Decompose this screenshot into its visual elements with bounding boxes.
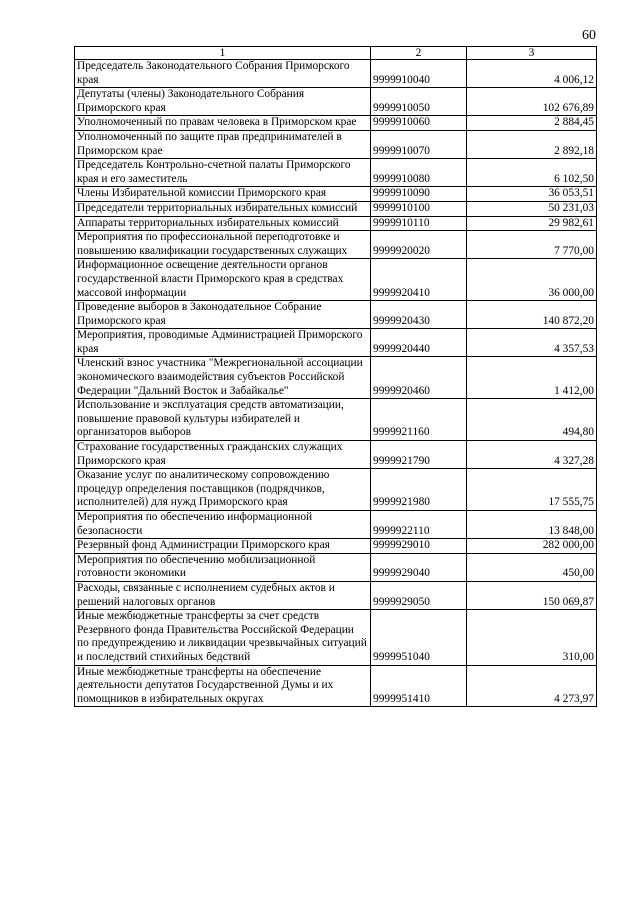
row-code-cell: 9999910100 [371,201,467,216]
row-name-cell: Председатели территориальных избирательных комиссий [75,201,371,216]
row-name-cell: Мероприятия по профессиональной переподготовке и повышению квалификации государственных служащих [75,231,371,259]
row-code-cell: 9999910070 [371,130,467,158]
row-code-cell: 9999922110 [371,511,467,539]
row-code-cell: 9999920460 [371,357,467,399]
row-name-cell: Членский взнос участника "Межрегиональной ассоциации экономического взаимодействия субъектов Российской Федерации "Дальний Восток и Забайкалье" [75,357,371,399]
table-header-row [75,47,597,60]
page-number: 60 [582,28,596,43]
row-amount-cell: 2 884,45 [467,116,597,131]
row-amount-cell: 50 231,03 [467,201,597,216]
row-amount-cell: 29 982,61 [467,216,597,231]
row-code-cell: 9999910080 [371,159,467,187]
row-name-cell: Страхование государственных гражданских служащих Приморского края [75,441,371,469]
row-code-cell: 9999910040 [371,60,467,88]
row-amount-cell: 310,00 [467,610,597,665]
row-name-cell: Информационное освещение деятельности органов государственной власти Приморского края в средствах массовой информации [75,259,371,301]
row-code-cell: 9999929050 [371,581,467,609]
row-amount-cell: 4 273,97 [467,665,597,707]
row-name-cell: Иные межбюджетные трансферты на обеспечение деятельности депутатов Государственной Думы и их помощников в избирательных округах [75,665,371,707]
row-name-cell: Проведение выборов в Законодательное Собрание Приморского края [75,301,371,329]
table-row [75,60,597,88]
row-name-cell: Мероприятия, проводимые Администрацией Приморского края [75,329,371,357]
row-code-cell: 9999951040 [371,610,467,665]
table-row [75,399,597,441]
row-amount-cell: 36 053,51 [467,187,597,202]
row-code-cell: 9999910110 [371,216,467,231]
header-col-2: 2 [371,47,467,60]
table-row [75,259,597,301]
row-amount-cell: 36 000,00 [467,259,597,301]
row-amount-cell: 4 327,28 [467,441,597,469]
table-row [75,665,597,707]
row-name-cell: Члены Избирательной комиссии Приморского края [75,187,371,202]
header-col-1: 1 [75,47,371,60]
table-row [75,201,597,216]
row-name-cell: Уполномоченный по правам человека в Приморском крае [75,116,371,131]
row-name-cell: Оказание услуг по аналитическому сопровождению процедур определения поставщиков (подрядчиков, исполнителей) для нужд Приморского края [75,469,371,511]
row-amount-cell: 4 006,12 [467,60,597,88]
table-row [75,187,597,202]
row-code-cell: 9999920440 [371,329,467,357]
table-row [75,88,597,116]
table-row [75,159,597,187]
row-code-cell: 9999951410 [371,665,467,707]
row-code-cell: 9999929010 [371,539,467,554]
row-amount-cell: 140 872,20 [467,301,597,329]
row-amount-cell: 102 676,89 [467,88,597,116]
row-amount-cell: 1 412,00 [467,357,597,399]
budget-table [74,46,597,707]
table-row [75,301,597,329]
row-amount-cell: 17 555,75 [467,469,597,511]
row-code-cell: 9999920430 [371,301,467,329]
row-code-cell: 9999929040 [371,553,467,581]
row-amount-cell: 150 069,87 [467,581,597,609]
row-code-cell: 9999920020 [371,231,467,259]
row-name-cell: Уполномоченный по защите прав предпринимателей в Приморском крае [75,130,371,158]
table-row [75,581,597,609]
row-amount-cell: 450,00 [467,553,597,581]
row-code-cell: 9999910090 [371,187,467,202]
row-name-cell: Резервный фонд Администрации Приморского края [75,539,371,554]
table-row [75,610,597,665]
table-row [75,116,597,131]
row-amount-cell: 7 770,00 [467,231,597,259]
row-amount-cell: 4 357,53 [467,329,597,357]
row-code-cell: 9999921980 [371,469,467,511]
header-col-3: 3 [467,47,597,60]
row-code-cell: 9999910050 [371,88,467,116]
table-row [75,231,597,259]
table-row [75,539,597,554]
row-amount-cell: 494,80 [467,399,597,441]
table-row [75,469,597,511]
row-amount-cell: 2 892,18 [467,130,597,158]
row-name-cell: Мероприятия по обеспечению мобилизационной готовности экономики [75,553,371,581]
table-row [75,553,597,581]
row-name-cell: Иные межбюджетные трансферты за счет средств Резервного фонда Правительства Российской Федерации по предупреждению и ликвидации чрезвычайных ситуаций и последствий стихийных бедствий [75,610,371,665]
table-row [75,357,597,399]
row-amount-cell: 13 848,00 [467,511,597,539]
table-row [75,441,597,469]
row-code-cell: 9999921160 [371,399,467,441]
table-row [75,329,597,357]
row-name-cell: Депутаты (члены) Законодательного Собрания Приморского края [75,88,371,116]
row-name-cell: Председатель Контрольно-счетной палаты Приморского края и его заместитель [75,159,371,187]
row-code-cell: 9999920410 [371,259,467,301]
table-row [75,511,597,539]
row-name-cell: Расходы, связанные с исполнением судебных актов и решений налоговых органов [75,581,371,609]
row-name-cell: Использование и эксплуатация средств автоматизации, повышение правовой культуры избирателей и организаторов выборов [75,399,371,441]
row-code-cell: 9999921790 [371,441,467,469]
row-name-cell: Аппараты территориальных избирательных комиссий [75,216,371,231]
table-row [75,130,597,158]
row-name-cell: Председатель Законодательного Собрания Приморского края [75,60,371,88]
row-name-cell: Мероприятия по обеспечению информационной безопасности [75,511,371,539]
row-amount-cell: 282 000,00 [467,539,597,554]
row-amount-cell: 6 102,50 [467,159,597,187]
table-row [75,216,597,231]
row-code-cell: 9999910060 [371,116,467,131]
